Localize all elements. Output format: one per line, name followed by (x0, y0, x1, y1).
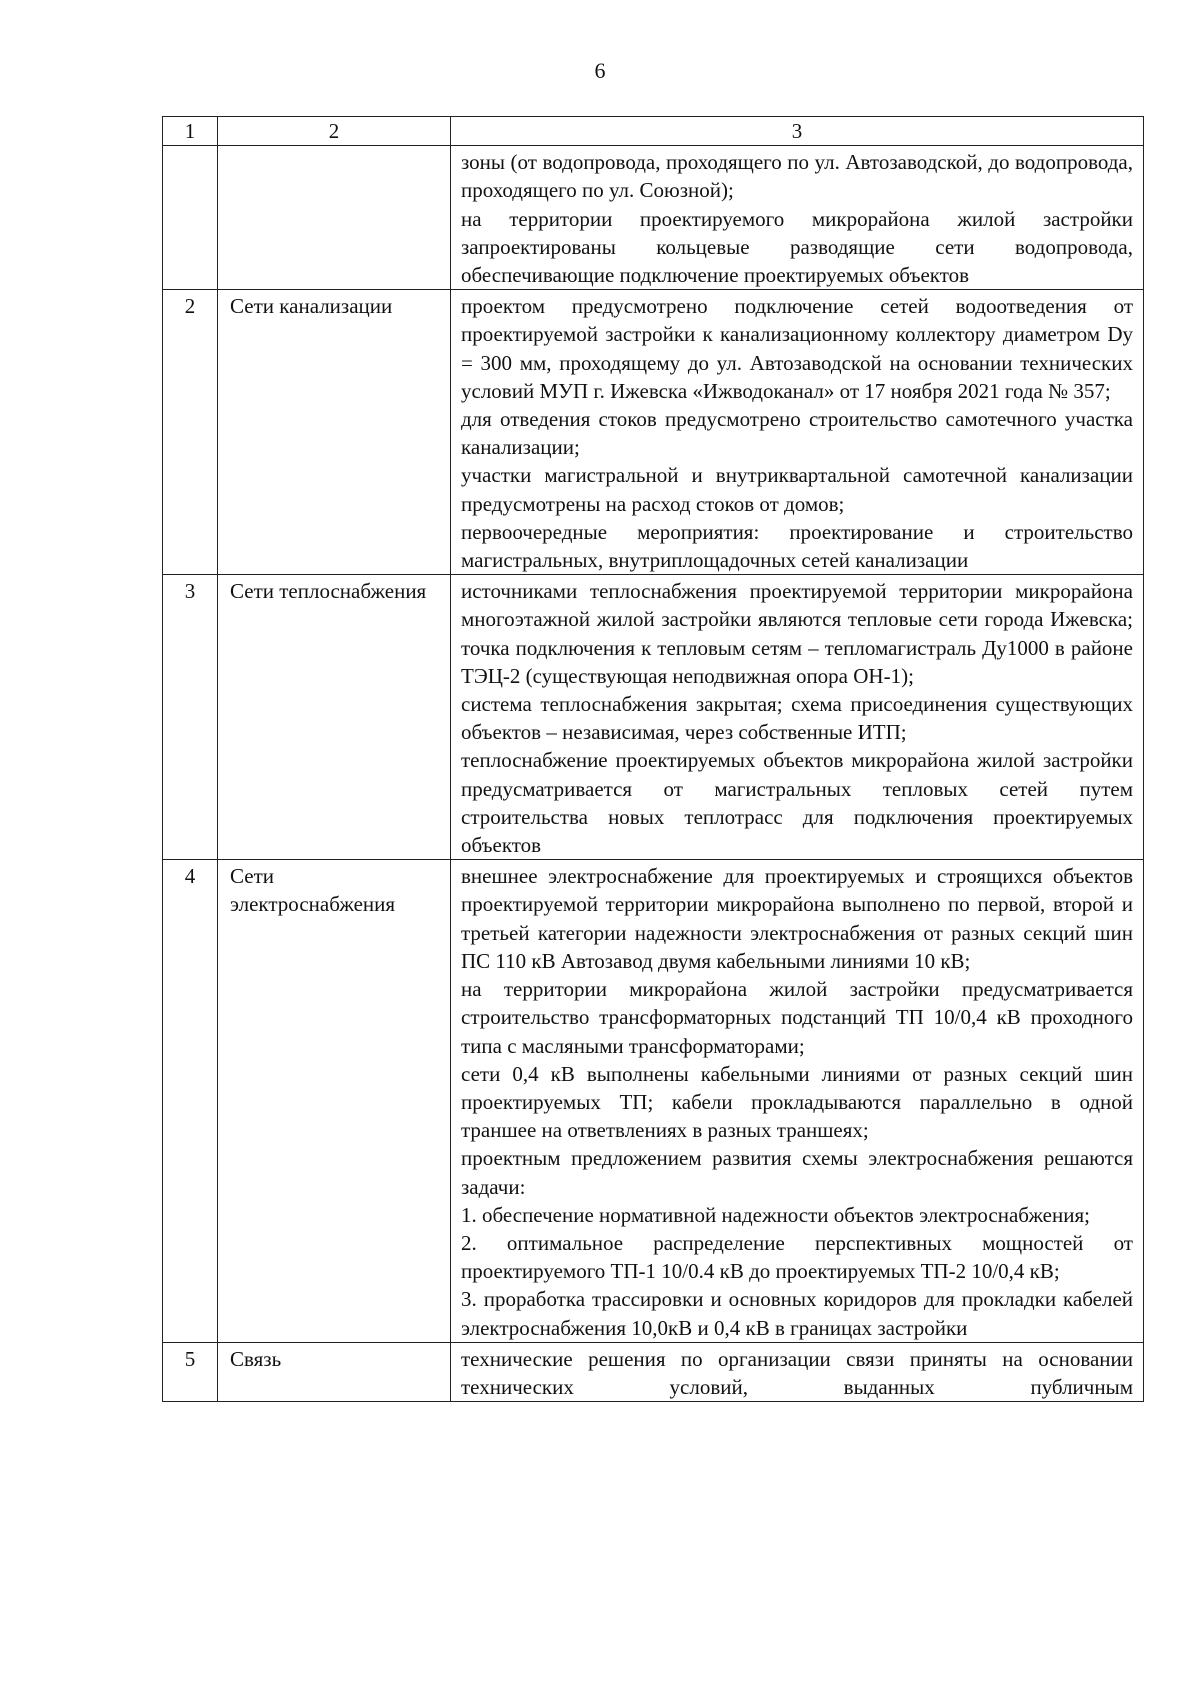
row-number: 4 (163, 860, 218, 1342)
table-row (163, 290, 1144, 575)
network-name (218, 146, 451, 290)
description-paragraph: система теплоснабжения закрытая; схема присоединения существующих объектов – независимая, через собственные ИТП; (461, 692, 1133, 745)
description-paragraph: источниками теплоснабжения проектируемой территории микрорайона многоэтажной жилой застройки являются тепловые сети города Ижевска; точка подключения к тепловым сетям – тепломагистраль Ду1000 в районе ТЭЦ-2 (существующая неподвижная опора ОН-1); (461, 579, 1133, 688)
description-paragraph: теплоснабжение проектируемых объектов микрорайона жилой застройки предусматривается от магистральных тепловых сетей путем строительства новых теплотрасс для подключения проектируемых объектов (461, 748, 1133, 858)
network-name: Сети теплоснабжения (218, 575, 451, 860)
network-description (451, 290, 1144, 575)
table-row (163, 575, 1144, 860)
network-description (451, 575, 1144, 860)
table-row (163, 146, 1144, 290)
description-paragraph: внешнее электроснабжение для проектируемых и строящихся объектов проектируемой территории микрорайона выполнено по первой, второй и третьей категории надежности электроснабжения от разных секций шин ПС 110 кВ Автозавод двумя кабельными линиями 10 кВ; (461, 864, 1133, 973)
network-description (451, 860, 1144, 1342)
description-paragraph: 3. проработка трассировки и основных коридоров для прокладки кабелей электроснабжения 10,0кВ и 0,4 кВ в границах застройки (461, 1287, 1133, 1340)
column-header-1: 1 (163, 117, 218, 146)
row-number (163, 146, 218, 290)
network-name: Сети канализации (218, 290, 451, 575)
description-paragraph: 1. обеспечение нормативной надежности объектов электроснабжения; (461, 1202, 1090, 1227)
network-description (451, 146, 1144, 290)
page-number: 6 (594, 58, 606, 83)
engineering-networks-table (162, 116, 1144, 1402)
table-row (163, 860, 1144, 1342)
description-paragraph: проектным предложением развития схемы электроснабжения решаются задачи: (461, 1146, 1133, 1199)
column-header-2: 2 (218, 117, 451, 146)
row-number: 3 (163, 575, 218, 860)
network-name: Сети электроснабжения (218, 860, 451, 1342)
row-number: 2 (163, 290, 218, 575)
description-paragraph: первоочередные мероприятия: проектирование и строительство магистральных, внутриплощадочных сетей канализации (461, 519, 1133, 573)
description-paragraph: участки магистральной и внутриквартальной самотечной канализации предусмотрены на расход стоков от домов; (461, 463, 1133, 516)
description-paragraph: технические решения по организации связи приняты на основании технических условий, выданных публичным (461, 1346, 1133, 1399)
network-name: Связь (218, 1342, 451, 1401)
table-row (163, 1342, 1144, 1401)
description-paragraph: 2. оптимальное распределение перспективных мощностей от проектируемого ТП-1 10/0.4 кВ до проектируемых ТП-2 10/0,4 кВ; (461, 1230, 1133, 1284)
network-description (451, 1342, 1144, 1401)
description-paragraph: на территории микрорайона жилой застройки предусматривается строительство трансформаторных подстанций ТП 10/0,4 кВ проходного типа с масляными трансформаторами; (461, 977, 1133, 1058)
row-number: 5 (163, 1342, 218, 1401)
table-header-row (163, 117, 1144, 146)
description-paragraph: сети 0,4 кВ выполнены кабельными линиями от разных секций шин проектируемых ТП; кабели прокладываются параллельно в одной траншее на ответвлениях в разных траншеях; (461, 1061, 1133, 1143)
description-paragraph: для отведения стоков предусмотрено строительство самотечного участка канализации; (461, 407, 1133, 460)
column-header-3: 3 (451, 117, 1144, 146)
description-paragraph: проектом предусмотрено подключение сетей водоотведения от проектируемой застройки к канализационному коллектору диаметром Dy = 300 мм, проходящему до ул. Автозаводской на основании технических условий МУП г. Ижевска «Ижводоканал» от 17 ноября 2021 года № 357; (461, 294, 1133, 403)
description-paragraph: на территории проектируемого микрорайона жилой застройки запроектированы кольцевые разводящие сети водопровода, обеспечивающие подключение проектируемых объектов (461, 206, 1133, 288)
description-paragraph: зоны (от водопровода, проходящего по ул. Автозаводской, до водопровода, проходящего по ул. Союзной); (461, 150, 1133, 203)
